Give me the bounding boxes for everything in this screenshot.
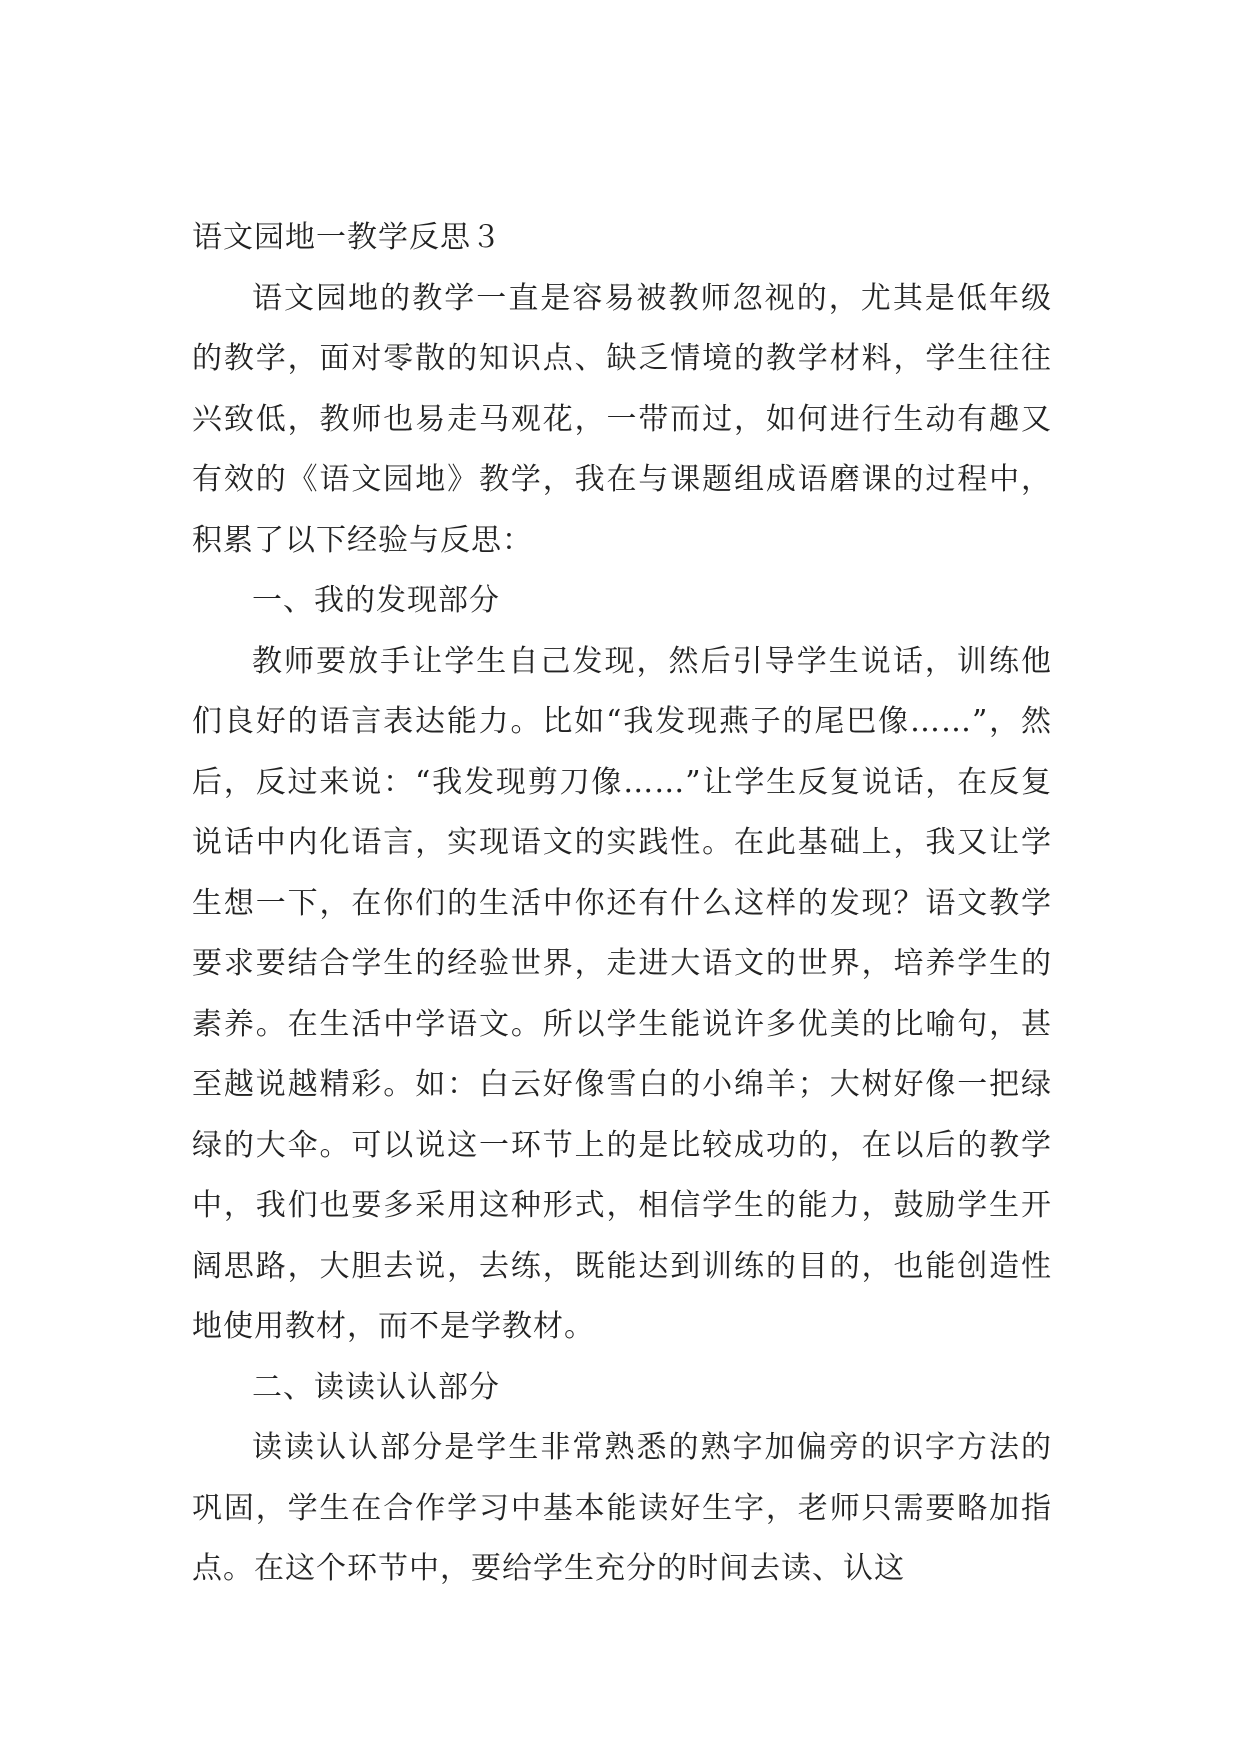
section-heading: 二、读读认认部分 xyxy=(252,1369,500,1405)
body-paragraph: 读读认认部分是学生非常熟悉的熟字加偏旁的识字方法的巩固，学生在合作学习中基本能读好生字，老师只需要略加指点。在这个环节中，要给学生充分的时间去读、认这 xyxy=(192,1430,1052,1586)
body-paragraph: 语文园地的教学一直是容易被教师忽视的，尤其是低年级的教学，面对零散的知识点、缺乏情境的教学材料，学生往往兴致低，教师也易走马观花，一带而过，如何进行生动有趣又有效的《语文园地》教学，我在与课题组成语磨课的过程中，积累了以下经验与反思： xyxy=(192,280,1052,558)
document-title: 语文园地一教学反思３ xyxy=(192,220,502,255)
document-body xyxy=(192,208,1052,1600)
body-paragraph: 教师要放手让学生自己发现，然后引导学生说话，训练他们良好的语言表达能力。比如“我发现燕子的尾巴像……”，然后，反过来说：“我发现剪刀像……”让学生反复说话，在反复说话中内化语言，实现语文的实践性。在此基础上，我又让学生想一下，在你们的生活中你还有什么这样的发现？语文教学要求要结合学生的经验世界，走进大语文的世界，培养学生的素养。在生活中学语文。所以学生能说许多优美的比喻句，甚至越说越精彩。如：白云好像雪白的小绵羊；大树好像一把绿绿的大伞。可以说这一环节上的是比较成功的，在以后的教学中，我们也要多采用这种形式，相信学生的能力，鼓励学生开阔思路，大胆去说，去练，既能达到训练的目的，也能创造性地使用教材，而不是学教材。 xyxy=(192,643,1052,1344)
section-heading: 一、我的发现部分 xyxy=(252,583,500,618)
